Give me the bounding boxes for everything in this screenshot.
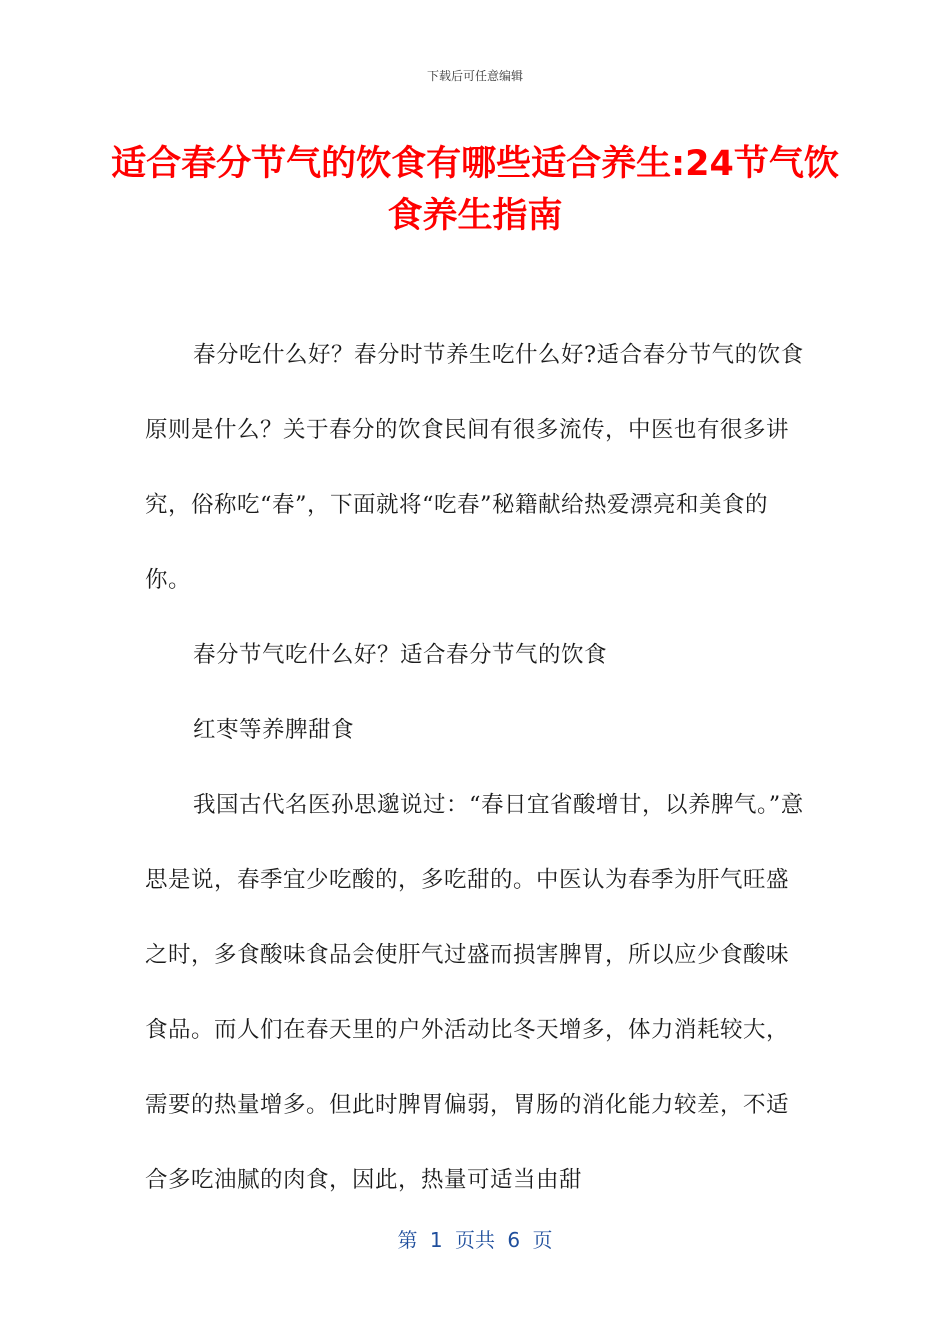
footer-mid: 页共	[455, 1228, 495, 1252]
paragraph-section-title: 红枣等养脾甜食	[193, 717, 355, 743]
paragraph-body: 我国古代名医孙思邈说过：“春日宜省酸增甘，以养脾气。”意思是说，春季宜少吃酸的，多吃甜的。中医认为春季为肝气旺盛之时，多食酸味食品会使肝气过盛而损害脾胃，所以应少食酸味食品。而人们在春天里的户外活动比冬天增多，体力消耗较大，需要的热量增多。但此时脾胃偏弱，胃肠的消化能力较差，不适合多吃油腻的肉食，因此，热量可适当由甜	[145, 792, 804, 1193]
footer-current-page: 1	[429, 1228, 443, 1252]
document-body	[145, 318, 810, 1218]
header-note: 下载后可任意编辑	[426, 69, 523, 83]
paragraph-intro: 春分吃什么好？春分时节养生吃什么好?适合春分节气的饮食原则是什么？关于春分的饮食民间有很多流传，中医也有很多讲究，俗称吃“春”，下面就将“吃春”秘籍献给热爱漂亮和美食的你。	[145, 342, 804, 593]
footer-prefix: 第	[397, 1228, 418, 1252]
document-title: 适合春分节气的饮食有哪些适合养生:24节气饮食养生指南	[111, 144, 839, 236]
paragraph-subheading: 春分节气吃什么好？适合春分节气的饮食	[193, 642, 608, 668]
page-footer	[0, 1224, 950, 1253]
footer-suffix: 页	[532, 1228, 553, 1252]
footer-total-pages: 6	[507, 1228, 521, 1252]
